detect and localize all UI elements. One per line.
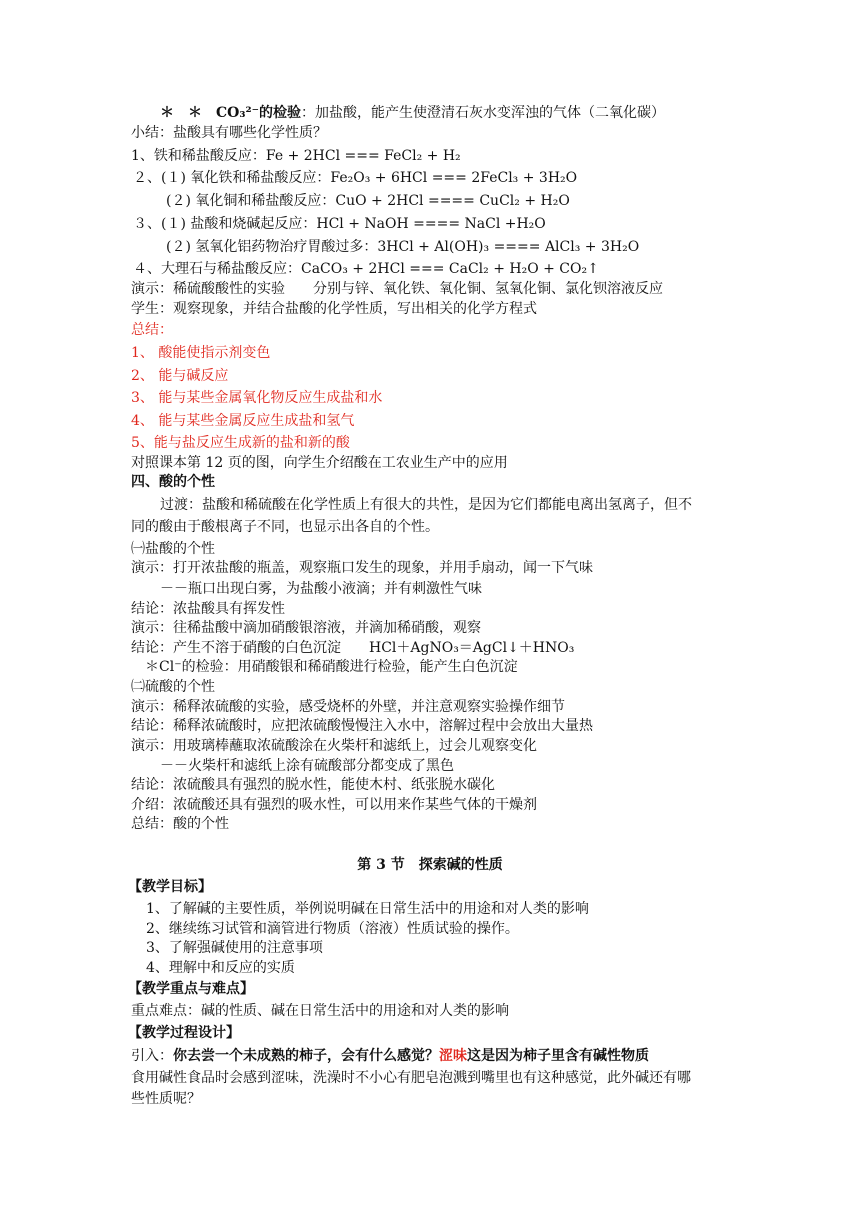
heading-key-points: 【教学重点与难点】: [128, 981, 254, 997]
reaction-4: ４、大理石与稀盐酸反应：CaCO₃ + 2HCl === CaCl₂ + H₂O + CO₂↑: [133, 261, 599, 277]
goal-2: 2、继续练习试管和滴管进行物质（溶液）性质试验的操作。: [146, 921, 519, 937]
intro-paragraph-line-1: 食用碱性食品时会感到涩味，洗澡时不小心有肥皂泡溅到嘴里也有这种感觉，此外碱还有哪: [131, 1070, 691, 1086]
reaction-3-2: (２) 氢氧化铝药物治疗胃酸过多：3HCl + Al(OH)₃ ==== AlCl₃ + 3H₂O: [166, 239, 640, 255]
conclusion-item-3: 3、 能与某些金属氧化物反应生成盐和水: [131, 390, 383, 406]
demo-silver-nitrate: 演示：往稀盐酸中滴加硝酸银溶液，并滴加稀硝酸，观察: [131, 620, 481, 636]
co3-test-label: CO₃²⁻的检验: [216, 105, 301, 121]
intro-line: [131, 1046, 649, 1066]
reaction-1: 1、铁和稀盐酸反应：Fe + 2HCl === FeCl₂ + H₂: [131, 148, 461, 164]
cl-test: ＊Cl⁻的检验：用硝酸银和稀硝酸进行检验，能产生白色沉淀: [145, 659, 518, 675]
section-title-base: 第 3 节 探索碱的性质: [357, 857, 503, 873]
conclusion-heading: 总结：: [131, 322, 173, 338]
demo-open-hcl: 演示：打开浓盐酸的瓶盖，观察瓶口发生的现象，并用手扇动，闻一下气味: [131, 560, 593, 576]
conclusion-dehydration: 结论：浓硫酸具有强烈的脱水性，能使木村、纸张脱水碳化: [131, 777, 495, 793]
reaction-2-2: (２) 氧化铜和稀盐酸反应：CuO + 2HCl ==== CuCl₂ + H₂O: [166, 193, 570, 209]
conclusion-item-1: 1、 酸能使指示剂变色: [131, 345, 271, 361]
observation-white-mist: －－瓶口出现白雾，为盐酸小液滴；并有刺激性气味: [160, 581, 482, 597]
conclusion-volatile: 结论：浓盐酸具有挥发性: [131, 601, 285, 617]
conclusion-item-5: 5、能与盐反应生成新的盐和新的酸: [131, 435, 350, 451]
conclusion-item-4: 4、 能与某些金属反应生成盐和氢气: [131, 413, 355, 429]
conclusion-item-2: 2、 能与碱反应: [131, 368, 229, 384]
conclusion-white-precipitate: 结论：产生不溶于硝酸的白色沉淀 HCl＋AgNO₃＝AgCl↓＋HNO₃: [131, 640, 575, 656]
conclusion-dilution: 结论：稀释浓硫酸时，应把浓硫酸慢慢注入水中，溶解过程中会放出大量热: [131, 718, 593, 734]
student-task: 学生：观察现象，并结合盐酸的化学性质，写出相关的化学方程式: [131, 301, 537, 317]
transition-paragraph-line-2: 同的酸由于酸根离子不同，也显示出各自的个性。: [131, 519, 439, 535]
observation-black: －－火柴杆和滤纸上涂有硫酸部分都变成了黑色: [160, 758, 454, 774]
intro-answer-astringent: 涩味: [439, 1048, 467, 1064]
summary-acid-individuality: 总结：酸的个性: [131, 816, 229, 832]
co3-test-stars: ＊ ＊: [160, 105, 216, 121]
heading-teaching-goals: 【教学目标】: [128, 879, 212, 895]
goal-1: 1、了解碱的主要性质，举例说明碱在日常生活中的用途和对人类的影响: [146, 901, 589, 917]
intro-question: 你去尝一个未成熟的柿子，会有什么感觉？: [173, 1048, 439, 1064]
subheading-hydrochloric: ㈠盐酸的个性: [131, 541, 215, 557]
demo-glass-rod: 演示：用玻璃棒蘸取浓硫酸涂在火柴杆和滤纸上，过会儿观察变化: [131, 738, 537, 754]
heading-process-design: 【教学过程设计】: [128, 1025, 240, 1041]
section-heading-acid-individuality: 四、酸的个性: [131, 474, 215, 490]
co3-test-text: ：加盐酸，能产生使澄清石灰水变浑浊的气体（二氧化碳）: [301, 105, 665, 121]
transition-paragraph-line-1: 过渡：盐酸和稀硫酸在化学性质上有很大的共性，是因为它们都能电离出氢离子，但不: [160, 497, 692, 513]
demo-dilute-concentrated: 演示：稀释浓硫酸的实验，感受烧杯的外壁，并注意观察实验操作细节: [131, 699, 565, 715]
reaction-3-1: ３、(１) 盐酸和烧碱起反应：HCl + NaOH ==== NaCl +H₂O: [133, 216, 546, 232]
co3-test-line: [160, 103, 665, 123]
goal-3: 3、了解强碱使用的注意事项: [146, 940, 323, 956]
reaction-2-1: ２、(１) 氧化铁和稀盐酸反应：Fe₂O₃ + 6HCl === 2FeCl₃ + 3H₂O: [133, 170, 578, 186]
textbook-reference: 对照课本第 12 页的图，向学生介绍酸在工农业生产中的应用: [131, 455, 508, 471]
goal-4: 4、理解中和反应的实质: [146, 960, 295, 976]
intro-explanation: 这是因为柿子里含有碱性物质: [467, 1048, 649, 1064]
subheading-sulfuric: ㈡硫酸的个性: [131, 679, 215, 695]
key-points-text: 重点难点：碱的性质、碱在日常生活中的用途和对人类的影响: [131, 1003, 509, 1019]
intro-hygroscopic: 介绍：浓硫酸还具有强烈的吸水性，可以用来作某些气体的干燥剂: [131, 797, 537, 813]
intro-label: 引入：: [131, 1048, 173, 1064]
demo-dilute-sulfuric: 演示：稀硫酸酸性的实验 分别与锌、氧化铁、氧化铜、氢氧化铜、氯化钡溶液反应: [131, 281, 663, 297]
summary-heading: 小结：盐酸具有哪些化学性质？: [131, 125, 327, 141]
intro-paragraph-line-2: 些性质呢？: [131, 1091, 201, 1107]
